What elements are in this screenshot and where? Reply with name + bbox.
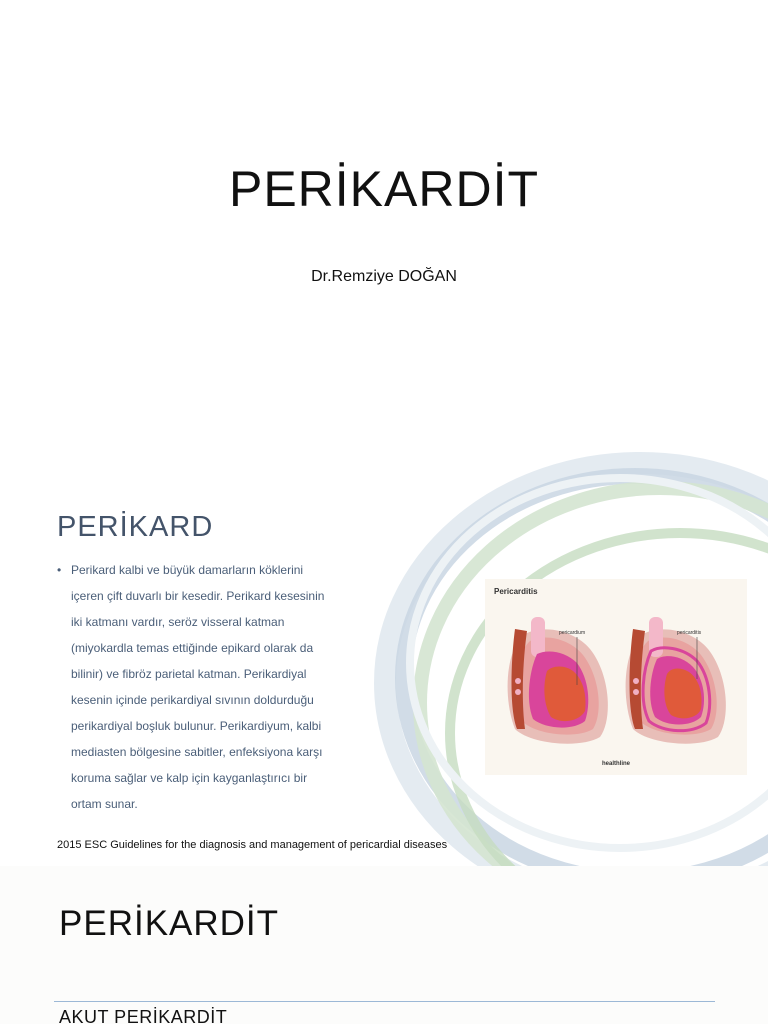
bullet-marker: • <box>57 563 62 577</box>
divider <box>54 1001 715 1002</box>
heart-normal-icon <box>508 617 608 744</box>
slide-title: PERİKARDİT <box>59 904 280 943</box>
slide-title: PERİKARD <box>57 511 214 543</box>
title-slide <box>0 0 768 433</box>
pericardium-slide <box>0 433 768 866</box>
pericarditis-slide <box>0 866 768 1024</box>
bullet-line: ortam sunar. <box>71 797 138 811</box>
label-pericardium: pericardium <box>559 630 586 636</box>
heart-diagram <box>485 579 747 775</box>
figure-brand: healthline <box>601 761 630 767</box>
bullet-line: Perikard kalbi ve büyük damarların köklerini <box>71 563 304 577</box>
slide-subheading: AKUT PERİKARDİT <box>59 1007 228 1024</box>
source-citation: 2015 ESC Guidelines for the diagnosis and management of pericardial diseases <box>57 839 448 851</box>
bullet-item <box>57 557 347 817</box>
slide-title: PERİKARDİT <box>228 161 540 217</box>
bullet-list <box>57 557 347 817</box>
label-pericarditis: pericarditis <box>677 630 702 636</box>
figure-title: Pericarditis <box>494 587 538 596</box>
pericarditis-illustration <box>485 579 747 775</box>
bullet-line: (miyokardla temas ettiğinde epikard olarak da <box>71 641 314 655</box>
heart-inflamed-icon <box>626 617 726 744</box>
bullet-line: koruma sağlar ve kalp için kayganlaştırıcı bir <box>71 771 308 785</box>
bullet-line: perikardiyal boşluk bulunur. Perikardiyum, kalbi <box>71 719 322 733</box>
bullet-line: içeren çift duvarlı bir kesedir. Perikard kesesinin <box>71 589 325 603</box>
bullet-line: kesenin içinde perikardiyal sıvının doldurduğu <box>71 693 314 707</box>
slide-subtitle: Dr.Remziye DOĞAN <box>311 268 457 285</box>
bullet-line: iki katmanı vardır, seröz visseral katman <box>71 615 285 629</box>
bullet-line: bilinir) ve fibröz parietal katman. Perikardiyal <box>71 667 307 681</box>
bullet-line: mediasten bölgesine sabitler, enfeksiyona karşı <box>71 745 323 759</box>
